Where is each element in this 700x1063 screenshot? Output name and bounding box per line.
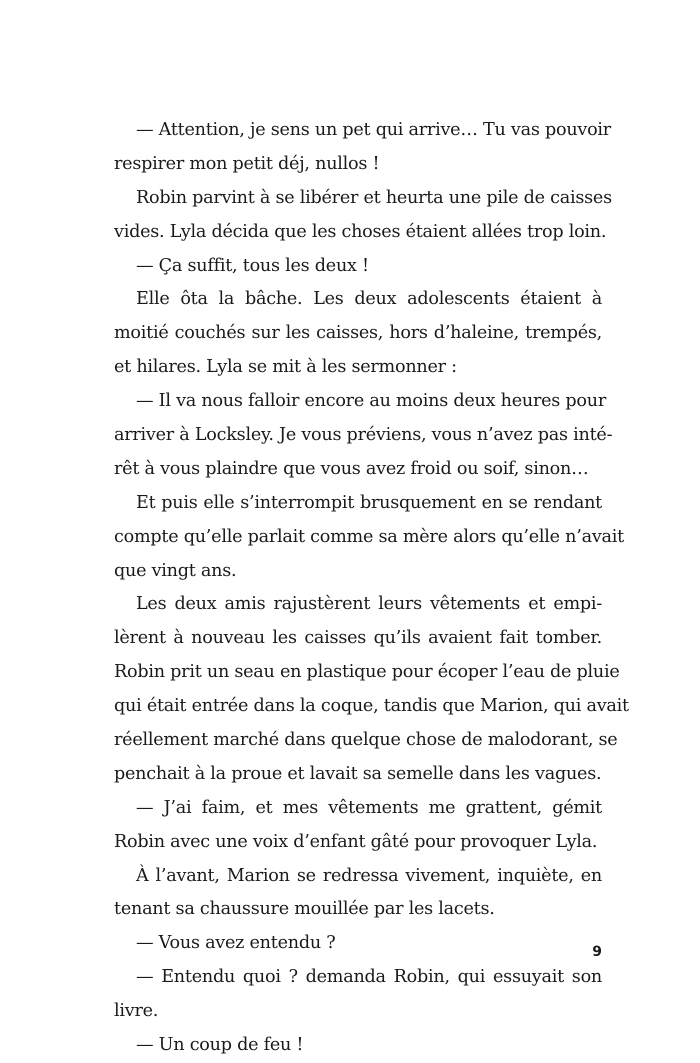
text-line: À l’avant, Marion se redressa vivement, inquiète, en <box>136 865 602 886</box>
text-line: moitié couchés sur les caisses, hors d’haleine, trempés, <box>114 323 602 344</box>
text-line: — J’ai faim, et mes vêtements me grattent, gémit <box>136 797 602 818</box>
text-line: qui était entrée dans la coque, tandis que Marion, qui avait <box>114 696 629 717</box>
text-line: rêt à vous plaindre que vous avez froid ou soif, sinon… <box>114 458 589 479</box>
text-line: Robin avec une voix d’enfant gâté pour provoquer Lyla. <box>114 831 598 852</box>
text-line: respirer mon petit déj, nullos ! <box>114 153 380 174</box>
text-line: penchait à la proue et lavait sa semelle dans les vagues. <box>114 763 602 784</box>
text-line: lèrent à nouveau les caisses qu’ils avaient fait tomber. <box>114 628 602 649</box>
text-line: — Attention, je sens un pet qui arrive… Tu vas pouvoir <box>136 120 611 140</box>
text-line: et hilares. Lyla se mit à les sermonner : <box>114 357 457 378</box>
text-line: Les deux amis rajustèrent leurs vêtements et empi- <box>136 594 602 615</box>
text-line: vides. Lyla décida que les choses étaient allées trop loin. <box>114 221 607 242</box>
text-line: — Entendu quoi ? demanda Robin, qui essuyait son <box>136 967 602 988</box>
text-line: Elle ôta la bâche. Les deux adolescents étaient à <box>136 289 602 310</box>
text-line: réellement marché dans quelque chose de malodorant, se <box>114 730 618 751</box>
text-line: livre. <box>114 1001 159 1022</box>
text-line: Et puis elle s’interrompit brusquement en se rendant <box>136 492 602 513</box>
text-line: — Vous avez entendu ? <box>136 933 336 954</box>
page-number: 9 <box>592 944 602 960</box>
text-line: — Ça suffit, tous les deux ! <box>136 255 369 276</box>
text-line: compte qu’elle parlait comme sa mère alors qu’elle n’avait <box>114 526 624 547</box>
text-line: Robin prit un seau en plastique pour écoper l’eau de pluie <box>114 662 620 683</box>
text-line: arriver à Locksley. Je vous préviens, vous n’avez pas inté- <box>114 425 613 446</box>
text-line: que vingt ans. <box>114 560 237 581</box>
text-line: Robin parvint à se libérer et heurta une pile de caisses <box>136 187 612 208</box>
body-text <box>114 114 629 1063</box>
text-line: tenant sa chaussure mouillée par les lacets. <box>114 899 495 920</box>
text-line: — Il va nous falloir encore au moins deux heures pour <box>136 391 606 412</box>
text-line: — Un coup de feu ! <box>136 1035 304 1056</box>
